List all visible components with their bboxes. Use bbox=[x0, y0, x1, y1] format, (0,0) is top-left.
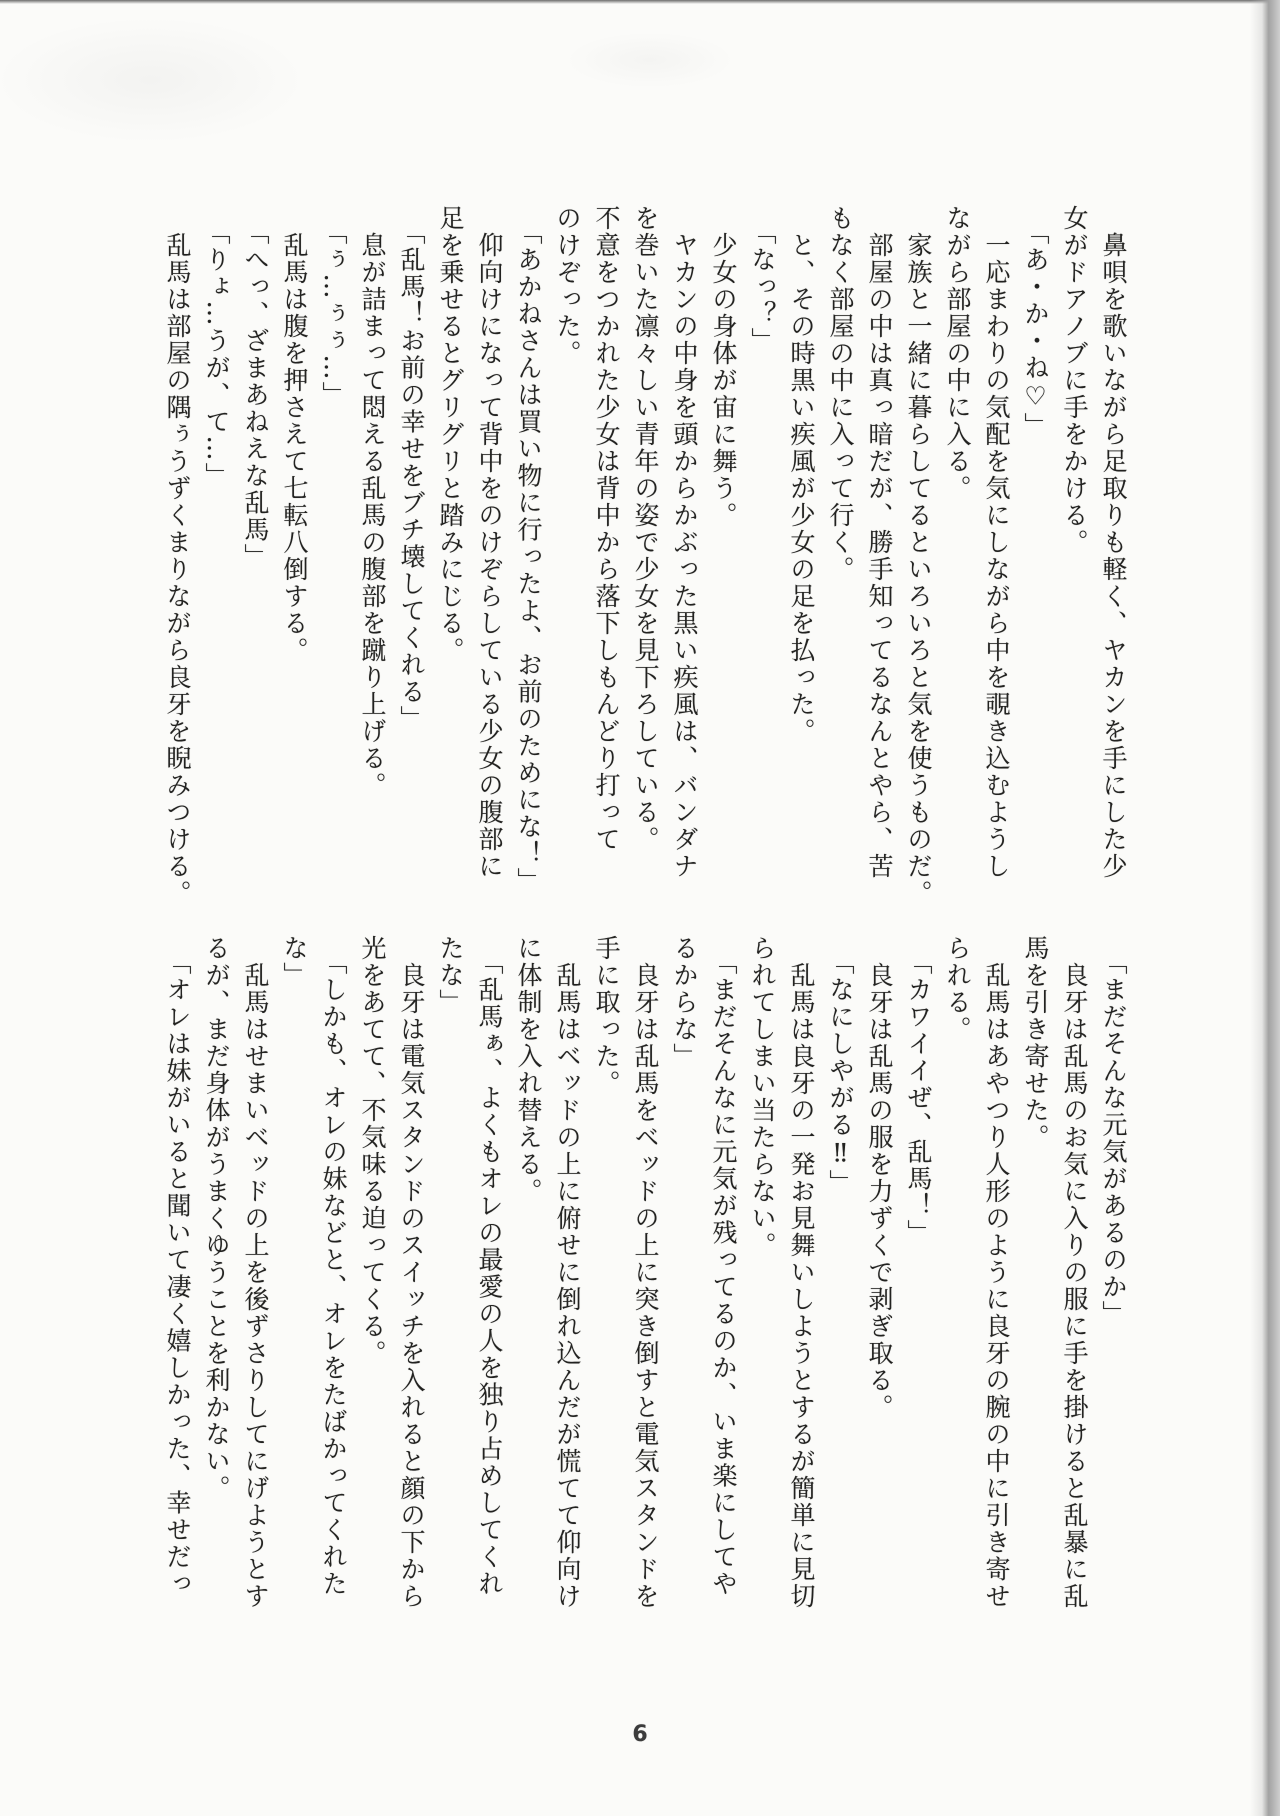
text-column: 乱馬は部屋の隅ぅうずくまりながら良牙を睨みつける。 bbox=[163, 205, 192, 907]
text-column: 良牙は乱馬をベッドの上に突き倒すと電気スタンドを bbox=[631, 935, 660, 1610]
text-column: ながら部屋の中に入る。 bbox=[943, 205, 972, 502]
text-column: 馬を引き寄せた。 bbox=[1021, 935, 1050, 1151]
text-column: 「カワイイぜ、乱馬！」 bbox=[904, 935, 933, 1247]
text-column: 家族と一緒に暮らしてるといろいろと気を使うものだ。 bbox=[904, 205, 933, 907]
text-column: 仰向けになって背中をのけぞらしている少女の腹部に bbox=[475, 205, 504, 880]
page-edge-shadow bbox=[1250, 0, 1280, 1816]
text-column: 「りょ…うが、て…」 bbox=[202, 205, 231, 490]
text-column: 良牙は乱馬のお気に入りの服に手を掛けると乱暴に乱 bbox=[1060, 935, 1089, 1610]
text-column: 「まだそんなに元気が残ってるのか、いま楽にしてや bbox=[709, 935, 738, 1598]
text-column: 女がドアノブに手をかける。 bbox=[1060, 205, 1089, 556]
text-column: 「あ・か・ね♡」 bbox=[1021, 205, 1050, 440]
text-column: 「乱馬！お前の幸せをブチ壊してくれる」 bbox=[397, 205, 426, 733]
text-column: 「あかねさんは買い物に行ったよ、お前のためにな！」 bbox=[514, 205, 543, 895]
text-column: 足を乗せるとグリグリと踏みにじる。 bbox=[436, 205, 465, 664]
text-column: られてしまい当たらない。 bbox=[748, 935, 777, 1259]
text-column: を巻いた凛々しい青年の姿で少女を見下ろしている。 bbox=[631, 205, 660, 853]
text-column: 「なにしやがる‼」 bbox=[826, 935, 855, 1197]
text-column: 乱馬は良牙の一発お見舞いしようとするが簡単に見切 bbox=[787, 935, 816, 1610]
page-number: 6 bbox=[632, 1722, 648, 1747]
text-column: 手に取った。 bbox=[592, 935, 621, 1097]
text-column: 良牙は電気スタンドのスイッチを入れると顔の下から bbox=[397, 935, 426, 1610]
text-column: 乱馬はベッドの上に俯せに倒れ込んだが慌てて仰向け bbox=[553, 935, 582, 1610]
text-column: もなく部屋の中に入って行く。 bbox=[826, 205, 855, 583]
text-column: 「オレは妹がいると聞いて凄く嬉しかった、幸せだっ bbox=[163, 935, 192, 1598]
text-column: 少女の身体が宙に舞う。 bbox=[709, 205, 738, 529]
text-column: 不意をつかれた少女は背中から落下しもんどり打って bbox=[592, 205, 621, 853]
text-column: 乱馬は腹を押さえて七転八倒する。 bbox=[280, 205, 309, 664]
text-column: な」 bbox=[280, 935, 309, 989]
text-column: 部屋の中は真っ暗だが、勝手知ってるなんとやら、苦 bbox=[865, 205, 894, 880]
text-column: 「しかも、オレの妹などと、オレをたばかってくれた bbox=[319, 935, 348, 1598]
text-block-bottom bbox=[158, 935, 1133, 1645]
text-column: 「乱馬ぁ、よくもオレの最愛の人を独り占めしてくれ bbox=[475, 935, 504, 1598]
text-column: 「ぅ…ぅぅ…」 bbox=[319, 205, 348, 409]
text-column: に体制を入れ替える。 bbox=[514, 935, 543, 1205]
text-column: 「へっ、ざまあねえな乱馬」 bbox=[241, 205, 270, 571]
scan-edge-top bbox=[0, 0, 1280, 4]
text-column: るからな」 bbox=[670, 935, 699, 1070]
text-column: と、その時黒い疾風が少女の足を払った。 bbox=[787, 205, 816, 745]
text-column: 乱馬はせまいベッドの上を後ずさりしてにげようとす bbox=[241, 935, 270, 1610]
text-column: 乱馬はあやつり人形のように良牙の腕の中に引き寄せ bbox=[982, 935, 1011, 1610]
text-column: 息が詰まって悶える乱馬の腹部を蹴り上げる。 bbox=[358, 205, 387, 799]
text-column: るが、まだ身体がうまくゆうことを利かない。 bbox=[202, 935, 231, 1502]
text-block-top bbox=[158, 205, 1133, 915]
text-column: 「なっ？」 bbox=[748, 205, 777, 355]
text-column: 「まだそんな元気があるのか」 bbox=[1099, 935, 1128, 1328]
text-column: 鼻唄を歌いながら足取りも軽く、ヤカンを手にした少 bbox=[1099, 205, 1128, 880]
text-column: 良牙は乱馬の服を力ずくで剥ぎ取る。 bbox=[865, 935, 894, 1421]
text-column: られる。 bbox=[943, 935, 972, 1043]
text-column: 光をあてて、不気味る迫ってくる。 bbox=[358, 935, 387, 1367]
text-column: ヤカンの中身を頭からかぶった黒い疾風は、バンダナ bbox=[670, 205, 699, 880]
text-column: 一応まわりの気配を気にしながら中を覗き込むようし bbox=[982, 205, 1011, 880]
text-column: たな」 bbox=[436, 935, 465, 1016]
text-column: のけぞった。 bbox=[553, 205, 582, 367]
